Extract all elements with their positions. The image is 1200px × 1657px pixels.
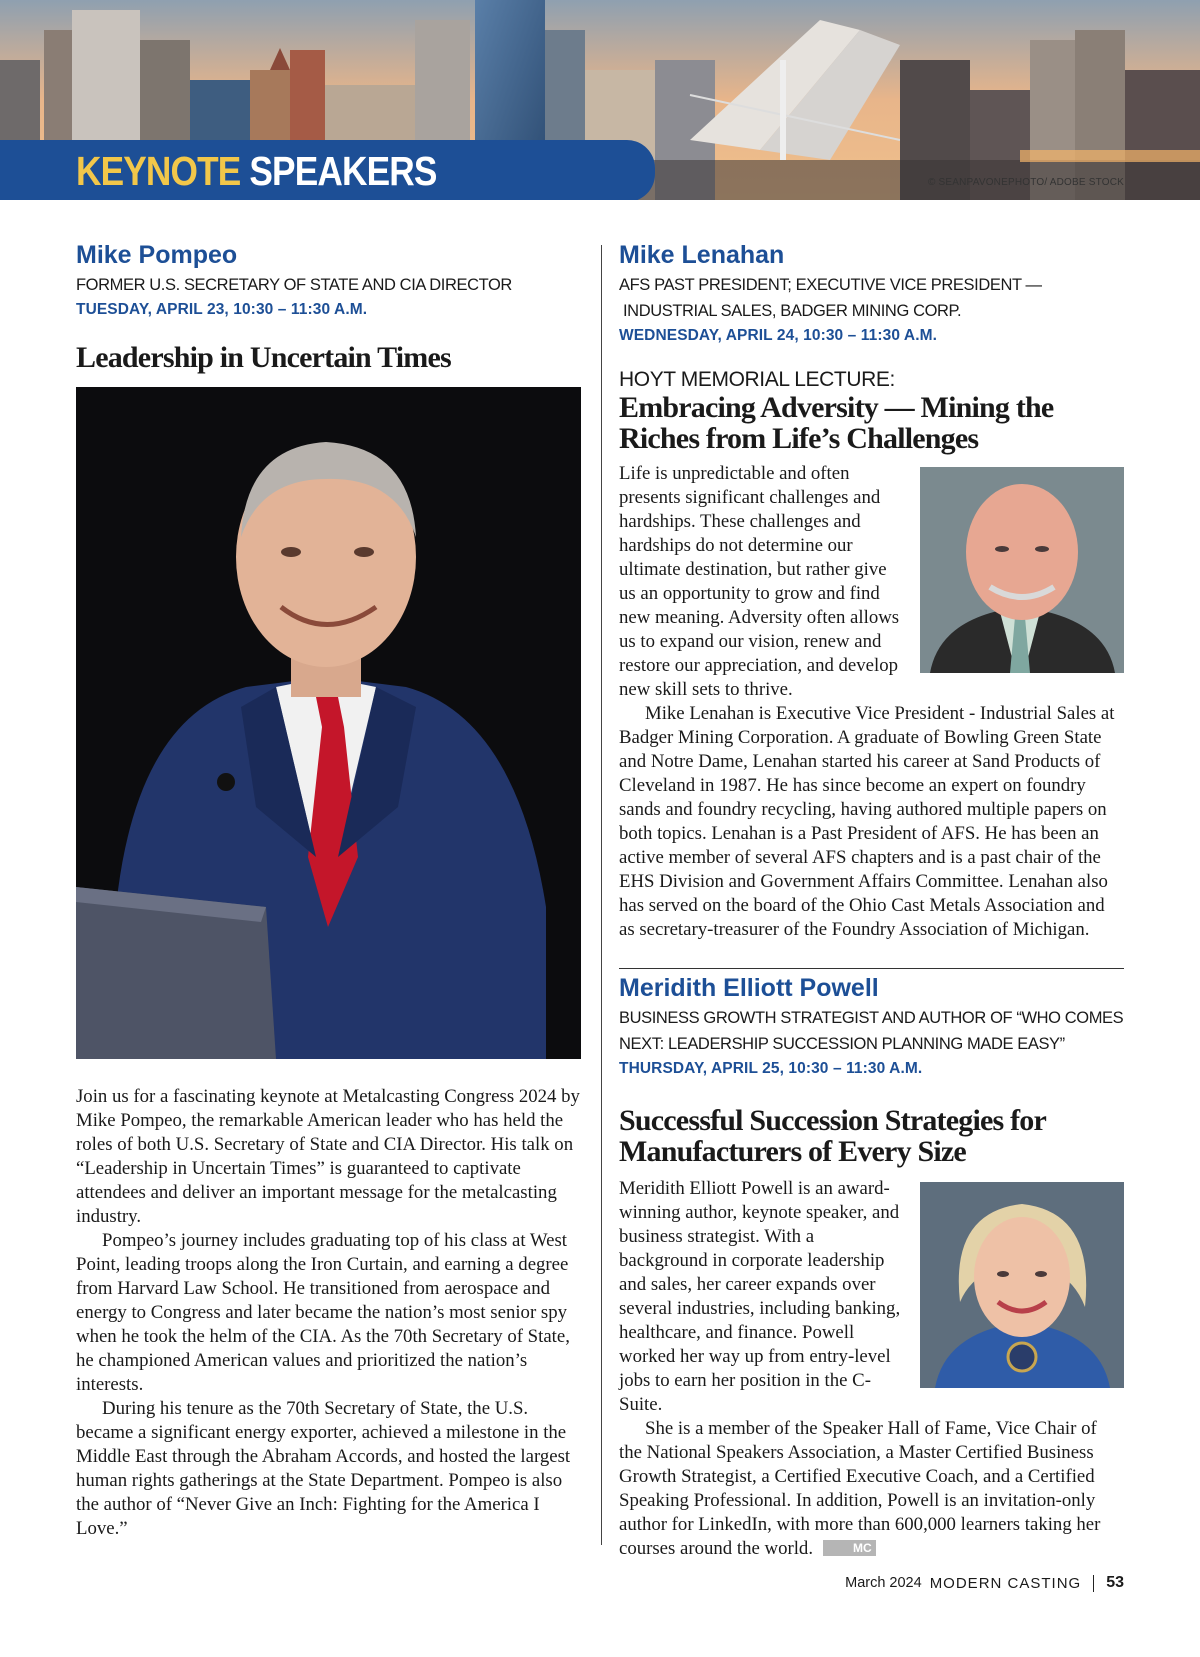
powell-bio: Meridith Elliott Powell is an award-winning author, keynote speaker, and business strategist. With a background in corporate leadership and sales, her career expands over several industries, including banking, healthcare, and finance. Powell worked her way up from entry-level jobs to earn her position in the C-Suite. She is a member of the Speaker Hall of Fame, Vice Chair of the National Speakers Association, a Master Certified Business Growth Strategist, a Certified Executive Coach, and a Certified Speaking Professional. In addition, Powell is an invitation-only author for LinkedIn, with more than 600,000 learners taking her courses around the world. MC [619, 1177, 1124, 1561]
section-title: KEYNOTE SPEAKERS [76, 148, 437, 194]
talk-title: Leadership in Uncertain Times [76, 341, 451, 374]
page-number: 53 [1106, 1574, 1124, 1591]
talk-title: Embracing Adversity — Mining the Riches from Life’s Challenges [619, 391, 1054, 455]
talk-title: Successful Succession Strategies for Manufacturers of Every Size [619, 1104, 1046, 1168]
right-column [619, 240, 1124, 1561]
pompeo-bio: Join us for a fascinating keynote at Metalcasting Congress 2024 by Mike Pompeo, the remarkable American leader who has held the roles of both U.S. Secretary of State and CIA Director. His talk on “Leadership in Uncertain Times” is guaranteed to captivate attendees and deliver an important message for the metalcasting industry. Pompeo’s journey includes graduating top of his class at West Point, leading troops along the Iron Curtain, and earning a degree from Harvard Law School. He transitioned from aerospace and energy to Congress and later became the nation’s most senior spy when he took the helm of the CIA. As the 70th Secretary of State, he championed American values and prioritized the nation’s interests. During his tenure as the 70th Secretary of State, the U.S. became a significant energy exporter, achieved a milestone in the Middle East through the Abraham Accords, and hosted the largest human rights gatherings at the State Department. Pompeo is also the author of “Never Give an Inch: Fighting for the America I Love.” [76, 1086, 580, 1539]
speaker-powell [619, 973, 1124, 1561]
speaker-lenahan [619, 240, 1124, 954]
pompeo-photo [76, 387, 581, 1059]
photo-credit: © SEANPAVONEPHOTO/ ADOBE STOCK [927, 177, 1124, 188]
column-divider [601, 245, 602, 1545]
section-divider [619, 968, 1124, 969]
speaker-role-line1: BUSINESS GROWTH STRATEGIST AND AUTHOR OF “WHO COMES [619, 1009, 1124, 1027]
issue-date: March 2024 [845, 1575, 922, 1591]
session-time: WEDNESDAY, APRIL 24, 10:30 – 11:30 A.M. [619, 327, 938, 344]
speaker-name: Mike Pompeo [76, 241, 238, 269]
footer-separator [1093, 1575, 1094, 1592]
speaker-role: FORMER U.S. SECRETARY OF STATE AND CIA DIRECTOR [76, 276, 512, 294]
powell-photo [920, 1182, 1124, 1388]
session-time: TUESDAY, APRIL 23, 10:30 – 11:30 A.M. [76, 301, 368, 318]
page-footer [845, 1574, 1124, 1592]
speaker-role-line1: AFS PAST PRESIDENT; EXECUTIVE VICE PRESIDENT — [619, 276, 1042, 294]
header-banner [0, 0, 1200, 200]
lenahan-photo [920, 467, 1124, 673]
section-title-bar [0, 140, 655, 200]
speaker-role-line2: INDUSTRIAL SALES, BADGER MINING CORP. [623, 302, 962, 320]
speaker-name: Meridith Elliott Powell [619, 974, 879, 1002]
magazine-name: MODERN CASTING [929, 1574, 1082, 1592]
lenahan-bio: Life is unpredictable and often presents significant challenges and hardships. These challenges and hardships do not determine our ultimate destination, but rather give us an opportunity to grow and find new meaning. Adversity often allows us to expand our vision, renew and restore our appreciation, and develop new skill sets to thrive. Mike Lenahan is Executive Vice President - Industrial Sales at Badger Mining Corporation. A graduate of Bowling Green State and Notre Dame, Lenahan started his career at Sand Products of Cleveland in 1987. He has since become an expert on foundry sands and foundry recycling, having authored multiple papers on both topics. Lenahan is a Past President of AFS. He has been an active member of several AFS chapters and is a past chair of the EHS Division and Government Affairs Committee. Lenahan also has served on the board of the Ohio Cast Metals Association and as secretary-treasurer of the Foundry Association of Michigan. [619, 462, 1124, 954]
end-mark: MC [823, 1540, 876, 1556]
lecture-label: HOYT MEMORIAL LECTURE: [619, 368, 895, 391]
session-time: THURSDAY, APRIL 25, 10:30 – 11:30 A.M. [619, 1060, 923, 1077]
speaker-role-line2: NEXT: LEADERSHIP SUCCESSION PLANNING MADE EASY” [619, 1035, 1065, 1053]
speaker-name: Mike Lenahan [619, 241, 785, 269]
speaker-pompeo [76, 240, 581, 1541]
